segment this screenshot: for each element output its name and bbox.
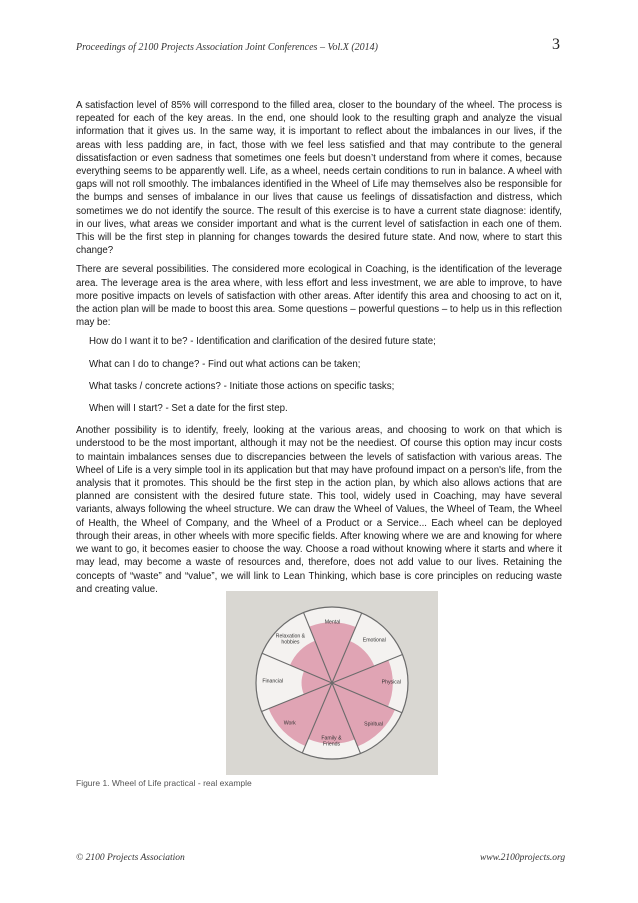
- area-label: Mental: [324, 619, 341, 626]
- question-item: What tasks / concrete actions? - Initiate those actions on specific tasks;: [89, 380, 395, 392]
- question-item: What can I do to change? - Find out what actions can be taken;: [89, 358, 361, 370]
- area-label: Relaxation & hobbies: [275, 633, 306, 646]
- question-item: When will I start? - Set a date for the first step.: [89, 403, 288, 415]
- paragraph: A satisfaction level of 85% will correspond to the filled area, closer to the boundary of the wheel. The process is repeated for each of the key areas. In the end, one should look to the resulting graph and analyze the visual information that it gives us. In the same way, it is important to reflect about the imbalances in our lives, if the areas with less padding are, in fact, those with we feel less satisfied and that may contribute to the general dissatisfaction or even sadness that sometimes one feels but doesn’t understand from where it comes, because everything seems to be apparently well. Life, as a wheel, needs certain conditions to run in balance. A wheel with gaps will not roll smoothly. The imbalances identified in the Wheel of Life may themselves also be responsible for the bumps and senses of imbalance in our lives that cause us feelings of dissatisfaction and distress, which sometimes we do not identify the source. The result of this exercise is to have a current state diagnose: identify, in our lives, what areas we consider important and what is the current level of satisfaction in each one of them. This will be the first step in planning for changes towards the desired future state. And now, where to start this change?: [76, 100, 562, 257]
- footer-copyright: © 2100 Projects Association: [76, 853, 185, 863]
- area-label: Family & Friends: [321, 735, 342, 748]
- paragraph: There are several possibilities. The considered more ecological in Coaching, is the identification of the leverage area. The leverage area is the area where, with less effort and less investment, we are able to improve, to have more positive impacts on levels of satisfaction with other areas. After identify this area and choosing to act on it, the action plan will be made to boost this area. Some questions – powerful questions – to help us in this reflection may be:: [76, 264, 562, 329]
- figure-caption: Figure 1. Wheel of Life practical - real example: [76, 778, 252, 788]
- paragraph: Another possibility is to identify, freely, looking at the various areas, and choosing to work on that which is understood to be the most important, although it may not be the neediest. Of course this option may incur costs to maintain imbalances senses due to discrepancies between the levels of satisfaction with various areas. The Wheel of Life is a very simple tool in its application but that may have profound impact on a person's life, from the analysis that it promotes. This should be the first step in the action plan, by which also allows actions that are planned are consistent with the desired future state. This tool, widely used in Coaching, may have several variants, always following the wheel structure. We can draw the Wheel of Values, the Wheel of Team, the Wheel of Health, the Wheel of Company, and the Wheel of a Product or a Service... Each wheel can be deployed through their areas, in other wheels with more specific fields. After knowing where we are and knowing for where we want to go, it becomes easier to choose the way. Choose a road without knowing where it starts and where it may lead, may become a waste of resources and, therefore, does not add value to our lives. Retaining the concepts of “waste” and “value”, we will link to Lean Thinking, which base is core principles on reducing waste and creating value.: [76, 425, 562, 595]
- area-label: Financial: [262, 678, 284, 685]
- area-label: Emotional: [362, 637, 386, 644]
- question-list: [76, 335, 562, 415]
- wheel-of-life-photo: [226, 591, 438, 775]
- footer-url: www.2100projects.org: [480, 853, 566, 863]
- wheel-of-life-diagram: [226, 591, 438, 775]
- question-item: How do I want it to be? - Identification and clarification of the desired future state;: [89, 336, 436, 348]
- running-header: Proceedings of 2100 Projects Association Joint Conferences – Vol.X (2014): [76, 42, 378, 53]
- area-label: Physical: [381, 679, 401, 686]
- page-number: 3: [552, 36, 560, 53]
- body-text: [76, 99, 562, 602]
- area-label: Work: [283, 720, 296, 727]
- area-label: Spiritual: [364, 721, 383, 728]
